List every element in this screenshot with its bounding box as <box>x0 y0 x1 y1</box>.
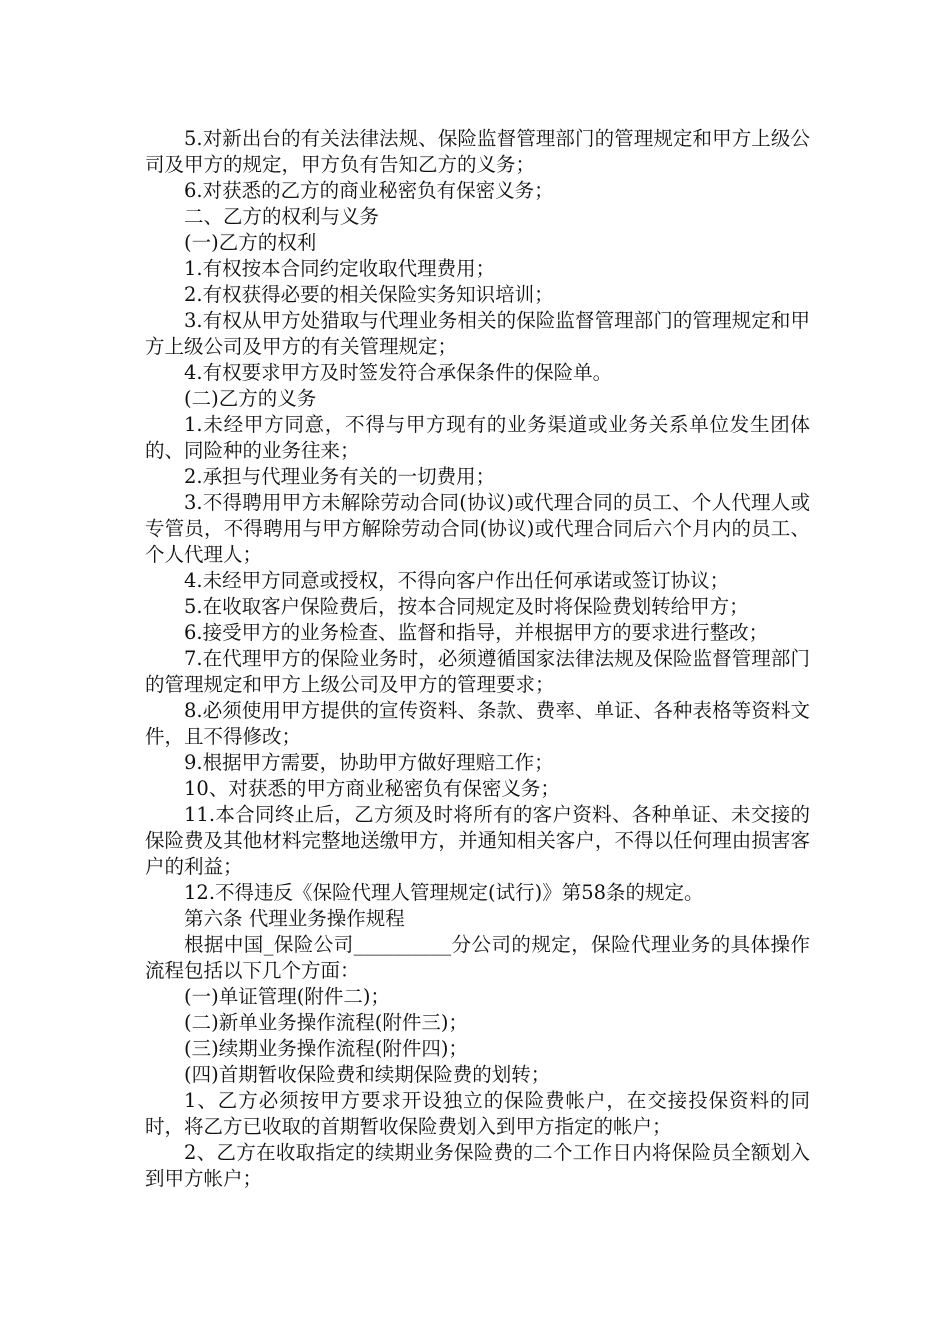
paragraph: 根据中国_保险公司__________分公司的规定，保险代理业务的具体操作流程包括以下几个方面： <box>145 933 810 982</box>
paragraph: (四)首期暂收保险费和续期保险费的划转； <box>184 1063 551 1086</box>
paragraph: 10、对获悉的甲方商业秘密负有保密义务； <box>184 777 560 800</box>
paragraph: 7.在代理甲方的保险业务时，必须遵循国家法律法规及保险监督管理部门的管理规定和甲方上级公司及甲方的管理要求； <box>145 647 810 696</box>
paragraph: 2.承担与代理业务有关的一切费用； <box>184 465 496 488</box>
paragraph: 11.本合同终止后，乙方须及时将所有的客户资料、各种单证、未交接的保险费及其他材料完整地送缴甲方，并通知相关客户，不得以任何理由损害客户的利益； <box>145 803 810 878</box>
document-body <box>145 126 810 1192</box>
paragraph: (三)续期业务操作流程(附件四)； <box>184 1037 468 1060</box>
article-heading: 第六条 代理业务操作规程 <box>184 907 405 930</box>
paragraph: 6.对获悉的乙方的商业秘密负有保密义务； <box>184 179 554 202</box>
paragraph: 8.必须使用甲方提供的宣传资料、条款、费率、单证、各种表格等资料文件，且不得修改； <box>145 699 810 748</box>
paragraph: 1.有权按本合同约定收取代理费用； <box>184 257 496 280</box>
paragraph: 1.未经甲方同意，不得与甲方现有的业务渠道或业务关系单位发生团体的、同险种的业务往来； <box>145 413 810 462</box>
paragraph: 4.未经甲方同意或授权，不得向客户作出任何承诺或签订协议； <box>184 569 730 592</box>
paragraph: 3.有权从甲方处猎取与代理业务相关的保险监督管理部门的管理规定和甲方上级公司及甲方的有关管理规定； <box>145 309 810 358</box>
paragraph: 2、乙方在收取指定的续期业务保险费的二个工作日内将保险员全额划入到甲方帐户； <box>145 1141 810 1190</box>
paragraph: (一)单证管理(附件二)； <box>184 985 390 1008</box>
paragraph: 4.有权要求甲方及时签发符合承保条件的保险单。 <box>184 361 613 384</box>
paragraph: 12.不得违反《保险代理人管理规定(试行)》第58条的规定。 <box>184 881 704 904</box>
paragraph: 6.接受甲方的业务检查、监督和指导，并根据甲方的要求进行整改； <box>184 621 769 644</box>
paragraph: 9.根据甲方需要，协助甲方做好理赔工作； <box>184 751 554 774</box>
paragraph: 5.在收取客户保险费后，按本合同规定及时将保险费划转给甲方； <box>184 595 749 618</box>
subsection-heading: (一)乙方的权利 <box>184 231 317 254</box>
section-heading: 二、乙方的权利与义务 <box>184 205 380 228</box>
subsection-heading: (二)乙方的义务 <box>184 387 317 410</box>
paragraph: 3.不得聘用甲方未解除劳动合同(协议)或代理合同的员工、个人代理人或专管员，不得聘用与甲方解除劳动合同(协议)或代理合同后六个月内的员工、个人代理人； <box>145 491 810 566</box>
paragraph: 5.对新出台的有关法律法规、保险监督管理部门的管理规定和甲方上级公司及甲方的规定，甲方负有告知乙方的义务； <box>145 127 810 176</box>
paragraph: 1、乙方必须按甲方要求开设独立的保险费帐户，在交接投保资料的同时，将乙方已收取的首期暂收保险费划入到甲方指定的帐户； <box>145 1089 810 1138</box>
paragraph: (二)新单业务操作流程(附件三)； <box>184 1011 468 1034</box>
paragraph: 2.有权获得必要的相关保险实务知识培训； <box>184 283 554 306</box>
